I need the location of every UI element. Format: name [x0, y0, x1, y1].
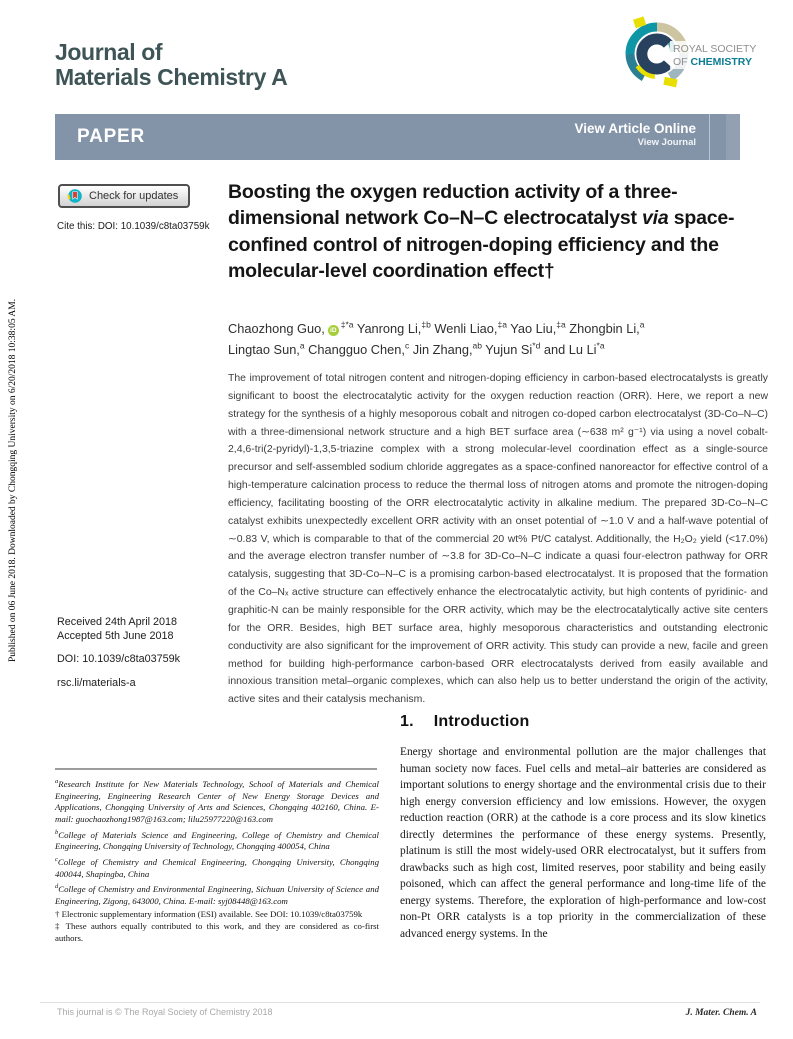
journal-shortlink[interactable]: rsc.li/materials-a [57, 676, 136, 689]
rsc-logo [612, 8, 762, 103]
paper-type-label: PAPER [77, 126, 146, 147]
section-heading [400, 713, 766, 731]
author: Lingtao Sun,$^a$ [228, 340, 305, 358]
banner-divider [709, 114, 710, 160]
introduction-paragraph: Energy shortage and environmental pollution are the major challenges that human society now faces. Fuel cells and metal–air batteries are considered as important solutions to energy shortage and the environmental crisis due to their high energy conversion efficiency and low emissions. However, the oxygen reduction reaction (ORR) at the cathode is a core process and its slow kinetics directly determines the performance of these energy systems. Presently, platinum is still the most widely-used ORR electrocatalyst, but it suffers from drawbacks such as high cost, limited reserves, poor stability and being easily poisoned, which can affect the general performance and long-time life of the energy systems. Therefore, the exploration of high-performance and low-cost non-Pt ORR catalysts is a top priority in the commercialization of these advanced energy systems. In the [400, 746, 766, 940]
author: Wenli Liao,$^{\ddagger a}$ [430, 320, 507, 337]
sidebar-publication-note: Published on 06 June 2018. Downloaded by Chongqing University on 6/20/2018 10:38:05 AM. [8, 298, 18, 662]
author-list [228, 317, 768, 359]
title-italic: via [642, 207, 669, 230]
footnote: ‡ These authors equally contributed to this work, and they are considered as co-first authors. [55, 921, 379, 944]
title-pre: Boosting the oxygen reduction activity of a three-dimensional network Co–N–C electrocatalyst [228, 181, 678, 230]
accepted-date: Accepted 5th June 2018 [57, 629, 174, 642]
author: Jin Zhang,$^{ab}$ [409, 340, 482, 358]
view-links [574, 121, 696, 148]
section-number: 1. [400, 713, 414, 730]
footnote: $^b$College of Materials Science and Engineering, College of Chemistry and Chemical Engineering, Chongqing University of Technology, Chongqing 400054, China [55, 828, 379, 852]
logo-text-of-chemistry: OF CHEMISTRY [673, 56, 752, 68]
logo-text-royal-society: ROYAL SOCIETY [673, 43, 757, 55]
cite-this: Cite this: DOI: 10.1039/c8ta03759k [57, 221, 210, 232]
view-journal-link[interactable]: View Journal [637, 137, 696, 148]
rsc-logo-icon [612, 8, 762, 103]
journal-title-line2: Materials Chemistry A [55, 64, 288, 90]
abstract-text: The improvement of total nitrogen content and nitrogen-doping efficiency in carbon-based electrocatalysts is greatly significant to boost the electrocatalytic activity for the oxygen reduction reaction (ORR). Here, we report a new strategy for the synthesis of a highly mesoporous cobalt and nitrogen co-doped carbon electrocatalyst (3D-Co–N–C) with a three-dimensional network structure and a high BET surface area (∼638 m² g⁻¹) via using a novel cobalt-2,4,6-tri(2-pyridyl)-1,3,5-triazine complex with a strong molecular-level coordination effect as a single-source precursor and self-assembled sodium chloride aggregates as a space-confined nanoreactor for effective control of a high-temperature calcination process to reduce the thermal loss of nitrogen atoms and promote the nitrogen-doping efficiency, facilitating boosting of the ORR electrocatalytic activity in alkaline medium. The prepared 3D-Co–N–C catalyst exhibits unexpectedly excellent ORR activity with an onset potential of ∼1.0 V and a half-wave potential of ∼0.83 V, which is comparable to that of the commercial 20 wt% Pt/C catalyst. Additionally, the H₂O₂ yield (<17.0%) and the average electron transfer number of ∼3.8 for 3D-Co–N–C indicate a quasi four-electron pathway for ORR catalysis, suggesting that 3D-Co–N–C is a promising carbon-based electrocatalyst. It is proposed that the formation of the Co–Nₓ active structure can effectively enhance the electrocatalytic activity, but high contents of pyridinic- and graphitic-N can be mainly responsible for the ORR activity, which may be the electrocatalytically active site centers for the ORR. Besides, high BET surface area, highly mesoporous characteristics and outstanding electronic conductivity are also significant for the improvement of ORR activity. This study can provide a new, facile and green method for building high-performance carbon-based ORR electrocatalysts derived from easily available and innoxious transition metal–organic complexes, which can also help us to better understand the origin of the activity, active sites and their catalysis mechanism. [228, 373, 768, 706]
footnote-divider [55, 768, 377, 770]
article-title-block [228, 179, 768, 284]
paper-banner [55, 114, 740, 160]
author: Yujun Si$^{*d}$ [481, 340, 541, 358]
check-for-updates-label: Check for updates [89, 190, 179, 202]
journal-title-line1: Journal of [55, 39, 163, 65]
banner-right-tab [726, 114, 740, 160]
article-title [228, 179, 768, 284]
section-title: Introduction [433, 713, 530, 730]
received-date: Received 24th April 2018 [57, 616, 178, 628]
author: and Lu Li$^{*a}$ [540, 340, 605, 358]
author: Zhongbin Li,$^a$ [565, 320, 645, 337]
page-footer [57, 1007, 757, 1018]
footnote: $^d$College of Chemistry and Environmental Engineering, Sichuan University of Science and Engineering, Zigong, 643000, China. E-mail: syj08448@163.com [55, 883, 379, 907]
author: Changguo Chen,$^c$ [304, 340, 410, 358]
author: Yao Liu,$^{\ddagger a}$ [506, 320, 566, 337]
author: Yanrong Li,$^{\ddagger b}$ [353, 320, 431, 337]
check-for-updates-button[interactable] [58, 184, 190, 208]
orcid-icon[interactable]: iD [328, 325, 339, 336]
footnote: $^c$College of Chemistry and Chemical Engineering, Chongqing University, Chongqing 400044, Shapingba, China [55, 856, 379, 879]
view-article-online-link[interactable]: View Article Online [574, 121, 696, 136]
introduction-section [400, 713, 766, 942]
copyright-note: This journal is © The Royal Society of Chemistry 2018 [57, 1007, 273, 1017]
author: Chaozhong Guo, $iD^{\ddagger*a}$ [228, 320, 354, 337]
crossmark-icon [67, 188, 83, 204]
title-post: space-confined control of nitrogen-doping efficiency and the molecular-level coordination effect† [228, 207, 735, 282]
footnote: $^a$Research Institute for New Materials Technology, School of Materials and Chemical Engineering, Engineering Research Center of New Energy Storage Devices and Applications, Chongqing University of Arts and Sciences, Chongqing 402160, China. E-mail: guochaozhong1987@163.com; lilu25977220@163.com [55, 778, 379, 825]
footnotes [55, 776, 379, 946]
article-history [57, 616, 180, 690]
footnote: † Electronic supplementary information (ESI) available. See DOI: 10.1039/c8ta03759k [55, 908, 363, 919]
footer-rule [40, 1002, 760, 1003]
journal-title [55, 40, 287, 90]
journal-abbreviation: J. Mater. Chem. A [685, 1008, 757, 1018]
article-doi: DOI: 10.1039/c8ta03759k [57, 653, 181, 665]
